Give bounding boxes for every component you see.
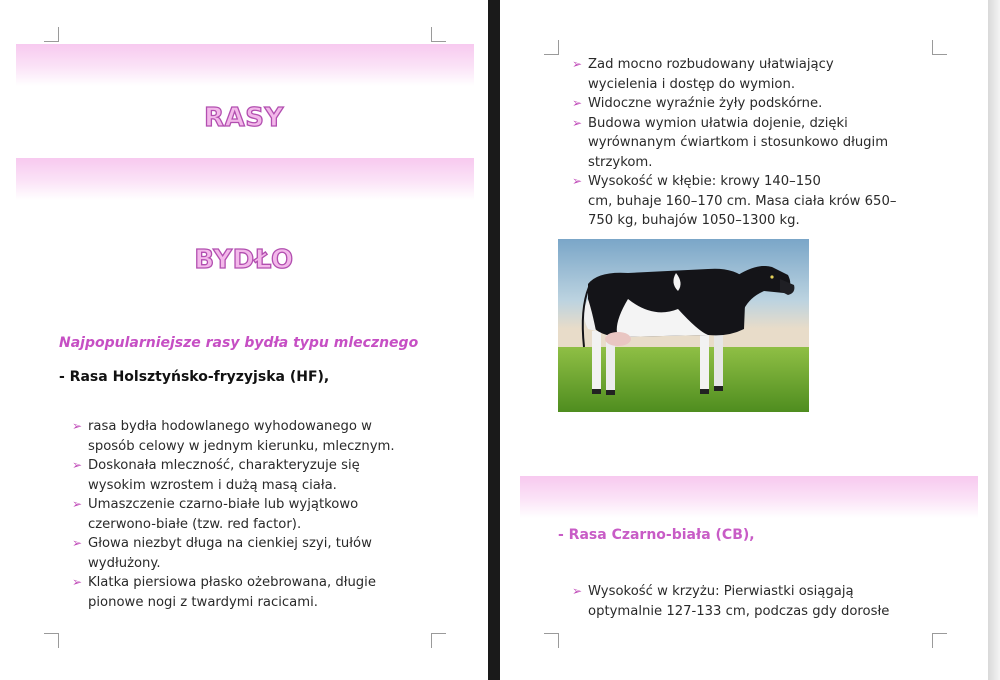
bullet-line: cm, buhaje 160–170 cm. Masa ciała krów 650– [588, 193, 897, 209]
cb-bullet-list [572, 582, 952, 621]
bullet-item [72, 495, 452, 534]
bullet-item [572, 94, 952, 114]
pink-header-band-3 [520, 476, 978, 518]
breed-heading-hf: - Rasa Holsztyńsko-fryzyjska (HF), [59, 369, 330, 385]
arrow-bullet-icon: ➢ [572, 174, 583, 188]
bullet-line: Wysokość w kłębie: krowy 140–150 [588, 174, 821, 189]
bullet-item [72, 417, 452, 456]
page-gutter [488, 0, 500, 680]
crop-mark-bottom-left [544, 633, 559, 648]
cow-illustration [558, 239, 809, 412]
bullet-line: optymalnie 127-133 cm, podczas gdy dorosłe [588, 603, 890, 619]
left-page [0, 0, 488, 680]
crop-mark-top-right [932, 40, 947, 55]
crop-mark-bottom-right [431, 633, 446, 648]
hf-bullet-list-continued [572, 55, 952, 231]
arrow-bullet-icon: ➢ [72, 497, 83, 511]
bullet-line: rasa bydła hodowlanego wyhodowanego w [88, 419, 372, 434]
crop-mark-bottom-right [932, 633, 947, 648]
bullet-line: pionowe nogi z twardymi racicami. [88, 594, 318, 610]
arrow-bullet-icon: ➢ [572, 115, 583, 130]
right-page [500, 0, 1000, 680]
title-bydlo: BYDŁO [194, 245, 294, 275]
bullet-item [72, 573, 452, 612]
crop-mark-top-left [544, 40, 559, 55]
bullet-line: wydłużony. [88, 555, 161, 571]
pink-header-band-2 [16, 158, 474, 200]
bullet-line: Doskonała mleczność, charakteryzuje się [88, 458, 360, 473]
bullet-line: Klatka piersiowa płasko ożebrowana, długie [88, 575, 376, 590]
bullet-item [72, 534, 452, 573]
bullet-line: Widoczne wyraźnie żyły podskórne. [588, 96, 823, 111]
pink-header-band [16, 44, 474, 86]
title-rasy: RASY [204, 103, 284, 133]
crop-mark-top-right [431, 27, 446, 42]
bullet-line: Wysokość w krzyżu: Pierwiastki osiągają [588, 584, 854, 599]
arrow-bullet-icon: ➢ [72, 458, 83, 472]
window-edge [988, 0, 1000, 680]
crop-mark-top-left [44, 27, 59, 42]
bullet-item [72, 456, 452, 495]
hf-bullet-list [72, 417, 452, 612]
bullet-line: wycielenia i dostęp do wymion. [588, 76, 796, 92]
bullet-line: strzykom. [588, 154, 653, 170]
arrow-bullet-icon: ➢ [572, 584, 583, 598]
bullet-line: Zad mocno rozbudowany ułatwiający [588, 57, 834, 72]
bullet-line: Głowa niezbyt długa na cienkiej szyi, tułów [88, 536, 372, 551]
bullet-line: 750 kg, buhajów 1050–1300 kg. [588, 213, 800, 228]
bullet-item [572, 582, 952, 621]
arrow-bullet-icon: ➢ [72, 419, 83, 433]
bullet-line: Budowa wymion ułatwia dojenie, dzięki [588, 115, 848, 131]
crop-mark-bottom-left [44, 633, 59, 648]
section-subheading: Najpopularniejsze rasy bydła typu mlecznego [59, 335, 419, 351]
arrow-bullet-icon: ➢ [572, 57, 583, 71]
bullet-line: Umaszczenie czarno-białe lub wyjątkowo [88, 497, 359, 512]
bullet-item [572, 55, 952, 94]
bullet-line: sposób celowy w jednym kierunku, mlecznym. [88, 438, 395, 454]
bullet-item [572, 114, 952, 173]
bullet-line: wyrównanym ćwiartkom i stosunkowo długim [588, 135, 889, 150]
breed-heading-cb: - Rasa Czarno-biała (CB), [558, 527, 755, 543]
bullet-item [572, 172, 952, 231]
holstein-cow-photo [558, 239, 809, 412]
bullet-line: wysokim wzrostem i dużą masą ciała. [88, 477, 337, 493]
arrow-bullet-icon: ➢ [72, 536, 83, 550]
bullet-line: czerwono-białe (tzw. red factor). [88, 516, 302, 532]
arrow-bullet-icon: ➢ [572, 96, 583, 110]
arrow-bullet-icon: ➢ [72, 575, 83, 589]
